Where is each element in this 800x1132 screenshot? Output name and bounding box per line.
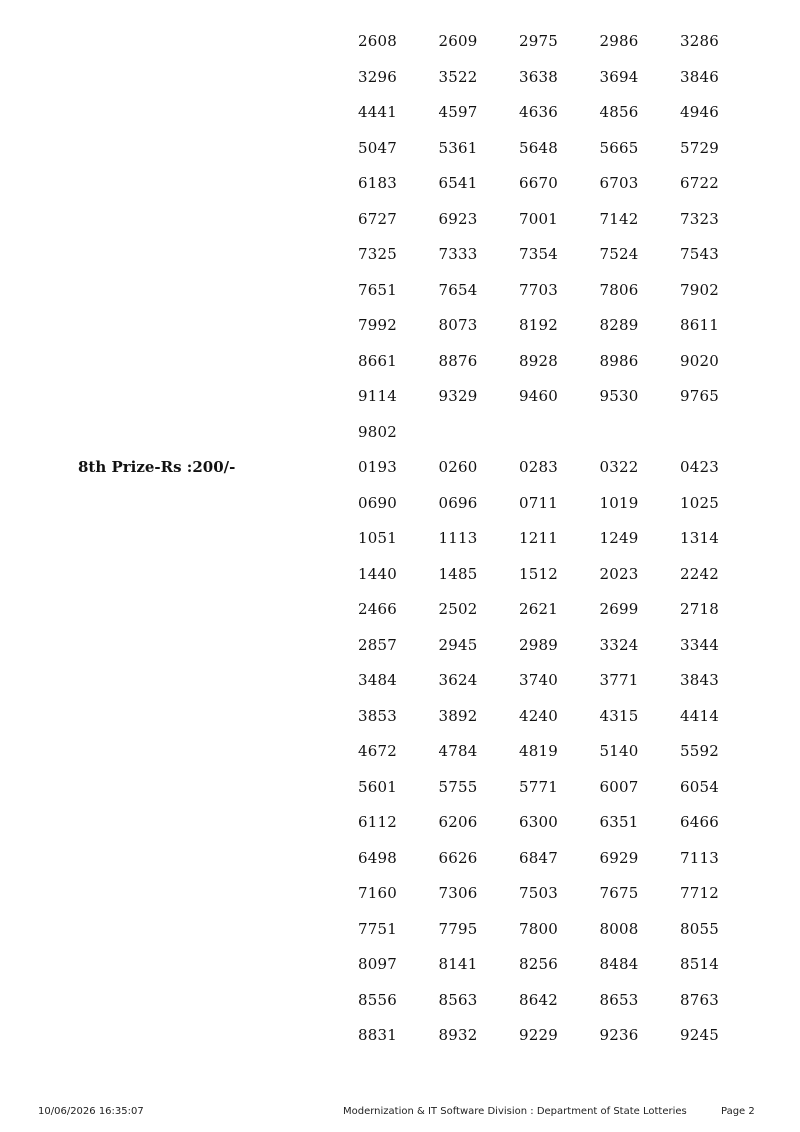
footer-timestamp: 10/06/2026 16:35:07 bbox=[38, 1106, 144, 1117]
ticket-number: 4784 bbox=[438, 742, 478, 760]
ticket-number: 5601 bbox=[358, 777, 397, 796]
ticket-number: 3843 bbox=[680, 671, 719, 689]
number-row bbox=[358, 307, 761, 343]
footer-division: Modernization & IT Software Division : Department of State Lotteries bbox=[343, 1106, 687, 1117]
ticket-number: 2699 bbox=[599, 600, 639, 618]
number-row bbox=[358, 875, 761, 911]
ticket-number: 8141 bbox=[438, 955, 478, 973]
ticket-number: 2718 bbox=[680, 600, 719, 618]
ticket-number: 6300 bbox=[519, 813, 558, 831]
number-row bbox=[358, 520, 761, 556]
ticket-number: 5047 bbox=[358, 138, 397, 157]
ticket-number: 1314 bbox=[680, 529, 719, 547]
number-row bbox=[358, 272, 761, 308]
ticket-number: 5592 bbox=[680, 742, 719, 760]
ticket-number: 0696 bbox=[438, 493, 478, 512]
number-row bbox=[358, 840, 761, 876]
ticket-number: 3771 bbox=[599, 671, 639, 689]
ticket-number: 0193 bbox=[358, 458, 397, 476]
footer-page-number: Page 2 bbox=[721, 1106, 755, 1117]
ticket-number: 3522 bbox=[438, 67, 478, 86]
ticket-number: 9020 bbox=[680, 351, 719, 370]
ticket-number: 6703 bbox=[599, 174, 639, 192]
ticket-number: 5361 bbox=[438, 138, 478, 157]
ticket-number: 3638 bbox=[519, 67, 558, 86]
ticket-number: 3484 bbox=[358, 671, 397, 689]
ticket-number: 1485 bbox=[438, 564, 478, 583]
ticket-number: 8611 bbox=[680, 316, 719, 334]
ticket-number: 7902 bbox=[680, 280, 719, 299]
ticket-number: 8055 bbox=[680, 919, 719, 938]
ticket-number: 4636 bbox=[519, 103, 558, 121]
ticket-number: 8008 bbox=[599, 919, 639, 938]
ticket-number: 7712 bbox=[680, 884, 719, 902]
ticket-number: 7992 bbox=[358, 316, 397, 334]
ticket-number: 1113 bbox=[438, 529, 478, 547]
number-row bbox=[358, 591, 761, 627]
ticket-number: 9765 bbox=[680, 387, 719, 405]
ticket-number: 3296 bbox=[358, 67, 397, 86]
ticket-number: 0322 bbox=[599, 458, 639, 476]
number-row bbox=[358, 556, 761, 592]
number-row bbox=[358, 378, 761, 414]
ticket-number: 7524 bbox=[599, 245, 639, 263]
number-row bbox=[358, 662, 761, 698]
ticket-number: 7703 bbox=[519, 280, 558, 299]
ticket-number: 1051 bbox=[358, 529, 397, 547]
ticket-number: 2945 bbox=[438, 635, 478, 654]
number-row bbox=[358, 1017, 761, 1053]
ticket-number: 6722 bbox=[680, 174, 719, 192]
number-row bbox=[358, 130, 761, 166]
number-row bbox=[358, 59, 761, 95]
ticket-number: 4946 bbox=[680, 103, 719, 121]
ticket-number: 8097 bbox=[358, 955, 397, 973]
ticket-number: 9460 bbox=[519, 387, 558, 405]
ticket-number: 9245 bbox=[680, 1026, 719, 1044]
ticket-number: 6112 bbox=[358, 813, 397, 831]
ticket-number: 6626 bbox=[438, 848, 478, 867]
ticket-number: 6670 bbox=[519, 174, 558, 192]
ticket-number: 6007 bbox=[599, 777, 639, 796]
ticket-number: 2975 bbox=[519, 32, 558, 50]
ticket-number: 2023 bbox=[599, 564, 639, 583]
ticket-number: 9114 bbox=[358, 387, 397, 405]
ticket-number: 9802 bbox=[358, 422, 397, 441]
ticket-number: 3694 bbox=[599, 67, 639, 86]
ticket-number: 0260 bbox=[438, 458, 478, 476]
number-row bbox=[358, 236, 761, 272]
number-row bbox=[358, 449, 761, 485]
number-row bbox=[358, 343, 761, 379]
ticket-number: 7800 bbox=[519, 919, 558, 938]
number-row bbox=[358, 733, 761, 769]
ticket-number: 3344 bbox=[680, 635, 719, 654]
ticket-number: 8556 bbox=[358, 990, 397, 1009]
ticket-number: 8831 bbox=[358, 1026, 397, 1044]
ticket-number: 7503 bbox=[519, 884, 558, 902]
ticket-number: 2502 bbox=[438, 600, 478, 618]
number-row bbox=[358, 698, 761, 734]
ticket-number: 9530 bbox=[599, 387, 639, 405]
ticket-number: 1025 bbox=[680, 493, 719, 512]
number-row bbox=[358, 414, 439, 450]
ticket-number: 6727 bbox=[358, 209, 397, 228]
ticket-number: 8642 bbox=[519, 990, 558, 1009]
number-row bbox=[358, 982, 761, 1018]
ticket-number: 6929 bbox=[599, 848, 639, 867]
ticket-number: 2242 bbox=[680, 564, 719, 583]
ticket-number: 3853 bbox=[358, 706, 397, 725]
ticket-number: 1019 bbox=[599, 493, 639, 512]
ticket-number: 8653 bbox=[599, 990, 639, 1009]
ticket-number: 6054 bbox=[680, 777, 719, 796]
ticket-number: 4240 bbox=[519, 706, 558, 725]
ticket-number: 2989 bbox=[519, 635, 558, 654]
ticket-number: 7795 bbox=[438, 919, 478, 938]
ticket-number: 5755 bbox=[438, 777, 478, 796]
ticket-number: 8928 bbox=[519, 351, 558, 370]
ticket-number: 7806 bbox=[599, 280, 639, 299]
ticket-number: 7333 bbox=[438, 245, 478, 263]
ticket-number: 3740 bbox=[519, 671, 558, 689]
ticket-number: 1249 bbox=[599, 529, 639, 547]
number-row bbox=[358, 94, 761, 130]
ticket-number: 7654 bbox=[438, 280, 478, 299]
ticket-number: 8876 bbox=[438, 351, 478, 370]
ticket-number: 7675 bbox=[599, 884, 639, 902]
ticket-number: 5648 bbox=[519, 138, 558, 157]
ticket-number: 7142 bbox=[599, 209, 639, 228]
ticket-number: 6183 bbox=[358, 174, 397, 192]
ticket-number: 7001 bbox=[519, 209, 558, 228]
ticket-number: 7306 bbox=[438, 884, 478, 902]
ticket-number: 8563 bbox=[438, 990, 478, 1009]
ticket-number: 0423 bbox=[680, 458, 719, 476]
ticket-number: 5665 bbox=[599, 138, 639, 157]
ticket-number: 7651 bbox=[358, 280, 397, 299]
ticket-number: 6206 bbox=[438, 813, 478, 831]
number-row bbox=[358, 627, 761, 663]
ticket-number: 3286 bbox=[680, 32, 719, 50]
prize-label: 8th Prize-Rs :200/- bbox=[78, 458, 236, 476]
ticket-number: 1512 bbox=[519, 564, 558, 583]
ticket-number: 2608 bbox=[358, 32, 397, 50]
ticket-number: 3324 bbox=[599, 635, 639, 654]
ticket-number: 9329 bbox=[438, 387, 478, 405]
number-row bbox=[358, 165, 761, 201]
ticket-number: 4856 bbox=[599, 103, 639, 121]
number-row bbox=[358, 911, 761, 947]
number-row bbox=[358, 201, 761, 237]
ticket-number: 8932 bbox=[438, 1026, 478, 1044]
ticket-number: 3624 bbox=[438, 671, 478, 689]
ticket-number: 2609 bbox=[438, 32, 478, 50]
ticket-number: 6541 bbox=[438, 174, 478, 192]
ticket-number: 3892 bbox=[438, 706, 478, 725]
ticket-number: 2466 bbox=[358, 600, 397, 618]
ticket-number: 4672 bbox=[358, 742, 397, 760]
ticket-number: 4441 bbox=[358, 103, 397, 121]
number-row bbox=[358, 485, 761, 521]
ticket-number: 8514 bbox=[680, 955, 719, 973]
ticket-number: 6847 bbox=[519, 848, 558, 867]
ticket-number: 0283 bbox=[519, 458, 558, 476]
ticket-number: 7323 bbox=[680, 209, 719, 228]
ticket-number: 2857 bbox=[358, 635, 397, 654]
ticket-number: 7113 bbox=[680, 848, 719, 867]
ticket-number: 9236 bbox=[599, 1026, 639, 1044]
ticket-number: 5771 bbox=[519, 777, 558, 796]
ticket-number: 7543 bbox=[680, 245, 719, 263]
number-row bbox=[358, 804, 761, 840]
ticket-number: 1211 bbox=[519, 529, 558, 547]
ticket-number: 6466 bbox=[680, 813, 719, 831]
ticket-number: 8763 bbox=[680, 990, 719, 1009]
ticket-number: 8484 bbox=[599, 955, 639, 973]
ticket-number: 5729 bbox=[680, 138, 719, 157]
ticket-number: 3846 bbox=[680, 67, 719, 86]
number-row bbox=[358, 23, 761, 59]
ticket-number: 2621 bbox=[519, 600, 558, 618]
ticket-number: 8289 bbox=[599, 316, 639, 334]
ticket-number: 6498 bbox=[358, 848, 397, 867]
ticket-number: 6351 bbox=[599, 813, 639, 831]
ticket-number: 1440 bbox=[358, 564, 397, 583]
ticket-number: 5140 bbox=[599, 742, 639, 760]
ticket-number: 8661 bbox=[358, 351, 397, 370]
ticket-number: 0690 bbox=[358, 493, 397, 512]
number-row bbox=[358, 946, 761, 982]
number-row bbox=[358, 769, 761, 805]
ticket-number: 4315 bbox=[599, 706, 639, 725]
ticket-number: 2986 bbox=[599, 32, 639, 50]
ticket-number: 8256 bbox=[519, 955, 558, 973]
ticket-number: 4597 bbox=[438, 103, 478, 121]
ticket-number: 8073 bbox=[438, 316, 478, 334]
ticket-number: 4819 bbox=[519, 742, 558, 760]
ticket-number: 9229 bbox=[519, 1026, 558, 1044]
ticket-number: 7325 bbox=[358, 245, 397, 263]
ticket-number: 6923 bbox=[438, 209, 478, 228]
ticket-number: 7160 bbox=[358, 884, 397, 902]
ticket-number: 8986 bbox=[599, 351, 639, 370]
ticket-number: 7751 bbox=[358, 919, 397, 938]
ticket-number: 4414 bbox=[680, 706, 719, 725]
ticket-number: 8192 bbox=[519, 316, 558, 334]
ticket-number: 0711 bbox=[519, 493, 558, 512]
ticket-number: 7354 bbox=[519, 245, 558, 263]
